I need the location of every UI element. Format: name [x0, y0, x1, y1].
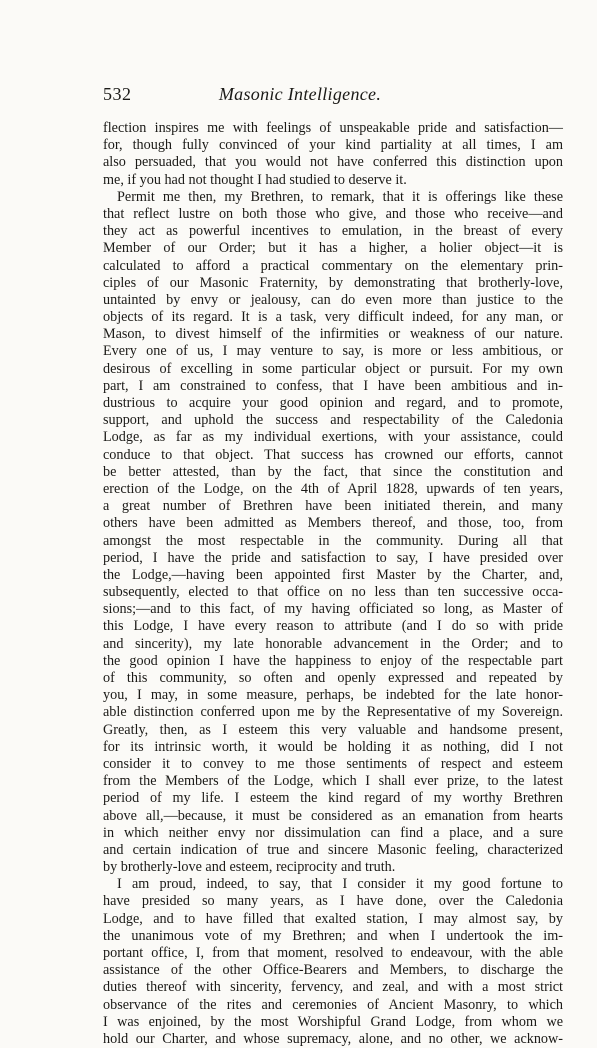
text-line: Mason, to divest himself of the infirmities or weakness of our nature.	[103, 326, 563, 343]
text-line: by brotherly-love and esteem, reciprocity and truth.	[103, 859, 396, 876]
text-line: for its intrinsic worth, it would be holding it as nothing, did I not	[103, 738, 563, 755]
text-line: subsequently, elected to that office on no less than ten successive occa-	[103, 584, 563, 601]
text-line: Every one of us, I may venture to say, is more or less ambitious, or	[103, 343, 563, 360]
text-line: above all,—because, it must be considered as an emanation from hearts	[103, 807, 563, 824]
text-line: you, I may, in some measure, perhaps, be indebted for the late honor-	[103, 687, 563, 704]
text-line: be better attested, than by the fact, that since the constitution and	[103, 463, 563, 480]
text-line: a great number of Brethren have been initiated therein, and many	[103, 498, 563, 515]
text-line: ciples of our Masonic Fraternity, by demonstrating that brotherly-love,	[103, 274, 563, 291]
page-header	[103, 84, 497, 104]
text-line: able distinction conferred upon me by the Representative of my Sovereign.	[103, 704, 563, 721]
text-line: the Lodge,—having been appointed first Master by the Charter, and,	[103, 566, 563, 583]
text-line: and certain indication of true and sincere Masonic feeling, characterized	[103, 841, 563, 858]
text-line: of this community, so often and openly expressed and repeated by	[103, 670, 563, 686]
text-line: that reflect lustre on both those who give, and those who receive—and	[103, 205, 563, 222]
text-line: the unanimous vote of my Brethren; and when I undertook the im-	[103, 927, 563, 944]
text-line: have presided so many years, as I have done, over the Caledonia	[103, 893, 563, 910]
text-line: the good opinion I have the happiness to enjoy of the respectable part	[103, 652, 563, 669]
text-line: hold our Charter, and whose supremacy, alone, and no other, we acknow-	[103, 1030, 563, 1047]
text-line: untainted by envy or jealousy, can do even more than justice to the	[103, 291, 563, 308]
text-line: erection of the Lodge, on the 4th of April 1828, upwards of ten years,	[103, 480, 563, 497]
text-line: I was enjoined, by the most Worshipful Grand Lodge, from whom we	[103, 1013, 563, 1030]
text-line: also persuaded, that you would not have conferred this distinction upon	[103, 154, 563, 171]
text-line: Lodge, and to have filled that exalted station, I may almost say, by	[103, 910, 563, 927]
text-line: me, if you had not thought I had studied to deserve it.	[103, 171, 407, 188]
text-line: consider it to convey to me those sentiments of respect and esteem	[103, 755, 563, 772]
text-line: desirous of excelling in some particular object or pursuit. For my own	[103, 360, 563, 377]
text-line: others have been admitted as Members thereof, and those, too, from	[103, 515, 563, 532]
text-line: sions;—and to this fact, of my having officiated so long, as Master of	[103, 601, 563, 618]
body-text	[103, 120, 563, 1048]
text-line: Greatly, then, as I esteem this very valuable and handsome present,	[103, 721, 563, 738]
text-line: dustrious to acquire your good opinion and regard, and to promote,	[103, 395, 563, 411]
text-line: assistance of the other Office-Bearers and Members, to discharge the	[103, 962, 563, 979]
text-line: they act as powerful incentives to emulation, in the breast of every	[103, 223, 563, 240]
text-line: period, I have the pride and satisfaction to say, I have presided over	[103, 549, 563, 566]
text-line: period of my life. I esteem the kind regard of my worthy Brethren	[103, 790, 563, 807]
text-line: for, though fully convinced of your kind partiality at all times, I am	[103, 137, 563, 154]
text-line: part, I am constrained to confess, that I have been ambitious and in-	[103, 377, 563, 394]
text-line: portant office, I, from that moment, resolved to endeavour, with the able	[103, 945, 563, 961]
text-line: Permit me then, my Brethren, to remark, that it is offerings like these	[117, 188, 563, 205]
text-line: and sincerity), my late honorable advancement in the Order; and to	[103, 635, 563, 652]
text-line: duties thereof with sincerity, fervency, and zeal, and with a most strict	[103, 979, 563, 996]
text-line: from the Members of the Lodge, which I shall ever prize, to the latest	[103, 773, 563, 790]
text-line: objects of its regard. It is a task, very difficult indeed, for any man, or	[103, 309, 563, 326]
text-line: this Lodge, I have every reason to attribute (and I do so with pride	[103, 618, 563, 635]
text-line: support, and uphold the success and respectability of the Caledonia	[103, 412, 563, 429]
text-line: Lodge, as far as my individual exertions, with your assistance, could	[103, 429, 563, 446]
running-title: Masonic Intelligence.	[218, 84, 382, 104]
text-line: flection inspires me with feelings of unspeakable pride and satisfaction—	[103, 120, 563, 136]
text-line: observance of the rites and ceremonies of Ancient Masonry, to which	[103, 996, 563, 1013]
page-number: 532	[103, 84, 132, 104]
text-line: calculated to afford a practical commentary on the elementary prin-	[103, 257, 563, 274]
text-line: in which neither envy nor dissimulation can find a place, and a sure	[103, 824, 563, 841]
text-line: conduce to that object. That success has crowned our efforts, cannot	[103, 446, 563, 463]
text-line: I am proud, indeed, to say, that I consider it my good fortune to	[117, 876, 563, 893]
text-line: Member of our Order; but it has a higher, a holier object—it is	[103, 240, 563, 257]
text-line: amongst the most respectable in the community. During all that	[103, 532, 563, 549]
